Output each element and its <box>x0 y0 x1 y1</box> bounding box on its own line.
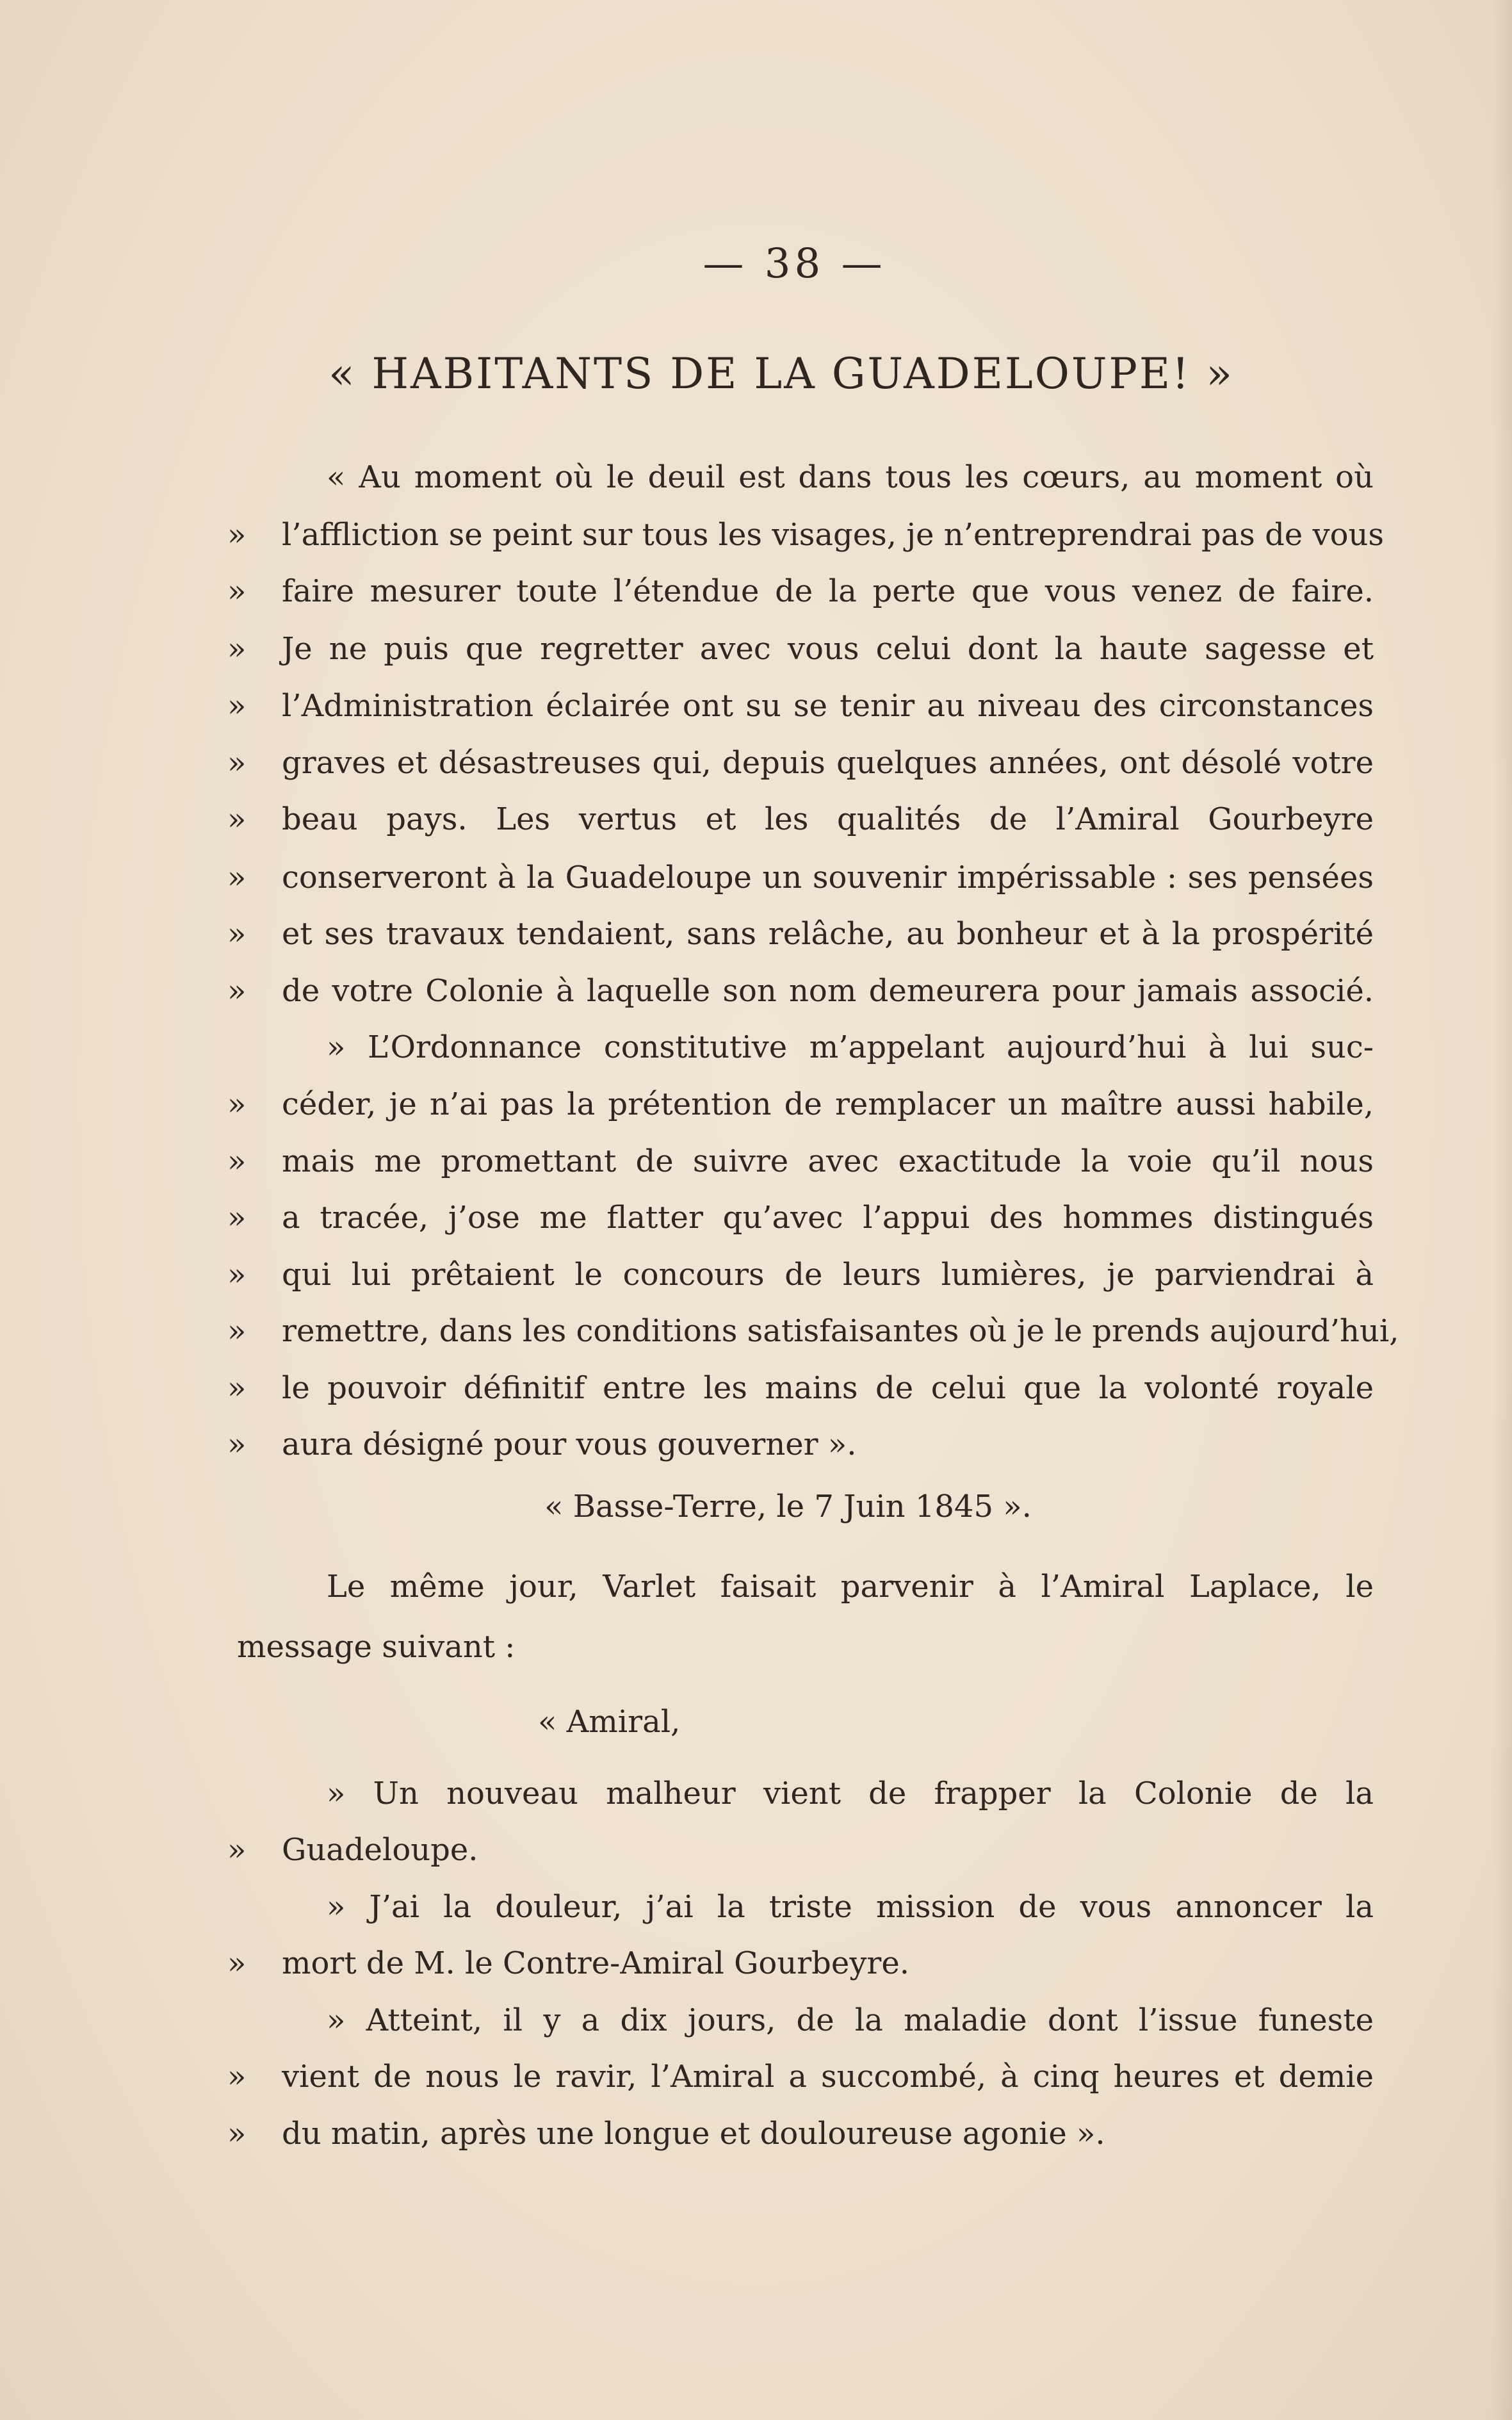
quote-mark: » <box>227 1945 247 1981</box>
line-text: aura désigné pour vous gouverner ». <box>282 1427 857 1462</box>
quote-mark: » <box>227 801 247 837</box>
line-text: graves et désastreuses qui, depuis quelques années, ont désolé votre <box>282 745 1374 781</box>
quote-mark: » <box>227 573 247 609</box>
line-text: beau pays. Les vertus et les qualités de l’Amiral Gourbeyre <box>282 801 1374 837</box>
line-text: céder, je n’ai pas la prétention de remplacer un maître aussi habile, <box>282 1086 1374 1122</box>
quote-mark: » <box>227 1143 247 1179</box>
quote-mark: » <box>227 1200 247 1236</box>
line-text: du matin, après une longue et douloureuse agonie ». <box>282 2116 1105 2152</box>
line-text: Je ne puis que regretter avec vous celui dont la haute sagesse et <box>282 631 1374 667</box>
line-text: l’affliction se peint sur tous les visages, je n’entreprendrai pas de vous <box>282 517 1385 553</box>
page-number: — 38 — <box>703 240 886 288</box>
signature: « Basse-Terre, le 7 Juin 1845 ». <box>544 1489 1032 1525</box>
line-text: remettre, dans les conditions satisfaisantes où je le prends aujourd’hui, <box>282 1313 1399 1349</box>
page-heading: « HABITANTS DE LA GUADELOUPE! » <box>329 349 1234 398</box>
quote-mark: » <box>227 973 247 1009</box>
line-text: mais me promettant de suivre avec exactitude la voie qu’il nous <box>282 1143 1374 1179</box>
line-text: faire mesurer toute l’étendue de la perte que vous venez de faire. <box>282 573 1374 609</box>
quote-mark: » <box>227 688 247 724</box>
line-text: de votre Colonie à laquelle son nom demeurera pour jamais associé. <box>282 973 1374 1009</box>
salutation: « Amiral, <box>538 1704 681 1740</box>
line-text: conserveront à la Guadeloupe un souvenir impérissable : ses pensées <box>282 860 1374 895</box>
line-text: « Au moment où le deuil est dans tous les cœurs, au moment où <box>327 459 1374 495</box>
line-text: l’Administration éclairée ont su se tenir au niveau des circonstances <box>282 688 1374 724</box>
line-text: a tracée, j’ose me flatter qu’avec l’appui des hommes distingués <box>282 1200 1374 1236</box>
line-text: mort de M. le Contre-Amiral Gourbeyre. <box>282 1945 910 1981</box>
quote-mark: » <box>227 1832 247 1868</box>
quote-mark: » <box>227 1086 247 1122</box>
quote-mark: » <box>227 1257 247 1293</box>
quote-mark: » <box>227 745 247 781</box>
line-text: vient de nous le ravir, l’Amiral a succombé, à cinq heures et demie <box>282 2059 1374 2095</box>
quote-mark: » <box>227 916 247 952</box>
quote-mark: » <box>227 1427 247 1462</box>
line-text: » L’Ordonnance constitutive m’appelant aujourd’hui à lui suc- <box>327 1029 1374 1065</box>
quote-mark: » <box>227 517 247 553</box>
quote-mark: » <box>227 2116 247 2152</box>
quote-mark: » <box>227 860 247 895</box>
quote-mark: » <box>227 1313 247 1349</box>
quote-mark: » <box>227 2059 247 2095</box>
line-text: le pouvoir définitif entre les mains de celui que la volonté royale <box>282 1370 1374 1406</box>
line-text: » J’ai la douleur, j’ai la triste mission de vous annoncer la <box>327 1889 1374 1925</box>
page-edge-shadow <box>1493 0 1512 2420</box>
line-text: » Un nouveau malheur vient de frapper la Colonie de la <box>327 1776 1374 1811</box>
line-text: qui lui prêtaient le concours de leurs lumières, je parviendrai à <box>282 1257 1374 1293</box>
quote-mark: » <box>227 631 247 667</box>
line-text: » Atteint, il y a dix jours, de la maladie dont l’issue funeste <box>327 2002 1374 2038</box>
line-text: Le même jour, Varlet faisait parvenir à l’Amiral Laplace, le <box>327 1569 1374 1605</box>
quote-mark: » <box>227 1370 247 1406</box>
line-text: message suivant : <box>237 1629 516 1665</box>
line-text: et ses travaux tendaient, sans relâche, au bonheur et à la prospérité <box>282 916 1374 952</box>
line-text: Guadeloupe. <box>282 1832 478 1868</box>
